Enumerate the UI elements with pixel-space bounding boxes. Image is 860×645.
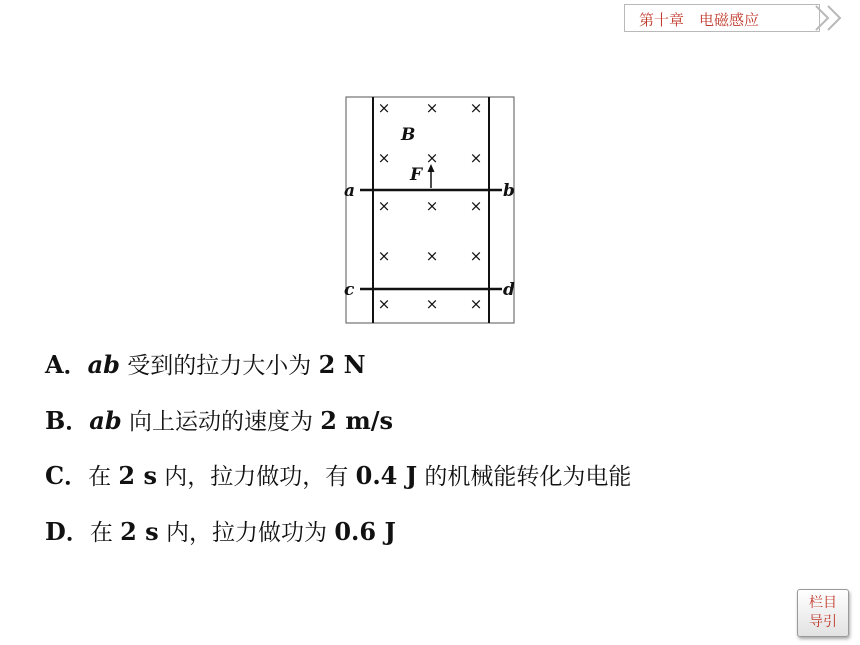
nav-label-line2: 导引 — [809, 614, 837, 630]
chapter-tag — [624, 4, 820, 32]
field-cross: × — [377, 99, 391, 117]
field-cross: × — [377, 197, 391, 215]
field-cross: × — [377, 247, 391, 265]
nav-label-line1: 栏目 — [809, 595, 837, 611]
field-cross: × — [425, 247, 439, 265]
option-text: 的机械能转化为电能 — [417, 464, 632, 490]
option-text: 在 — [88, 464, 119, 490]
chevron-right-icon — [812, 4, 856, 32]
option-text: 内，拉力做功为 — [158, 520, 335, 546]
option-subject: ab — [89, 406, 122, 435]
field-cross: × — [425, 99, 439, 117]
field-cross: × — [425, 197, 439, 215]
option-d — [45, 512, 396, 547]
force-label: F — [410, 165, 423, 185]
option-letter: A． — [45, 350, 88, 379]
option-text: 内，拉力做功，有 — [157, 464, 356, 490]
option-value: 0.6 J — [334, 517, 396, 546]
field-cross: × — [469, 247, 483, 265]
field-crosses — [378, 99, 483, 313]
field-cross: × — [469, 99, 483, 117]
field-cross: × — [377, 149, 391, 167]
option-value: 2 N — [318, 350, 366, 379]
field-cross: × — [377, 295, 391, 313]
option-b — [45, 401, 393, 436]
option-value: 0.4 J — [355, 461, 418, 490]
option-letter: D． — [45, 517, 90, 546]
option-letter: C． — [45, 461, 89, 490]
option-value: 2 s — [118, 461, 157, 490]
section-nav-button[interactable] — [797, 589, 849, 637]
option-text: 受到的拉力大小为 — [119, 353, 319, 379]
option-text: 向上运动的速度为 — [121, 409, 321, 435]
physics-diagram — [336, 92, 522, 332]
option-value: 2 s — [120, 517, 159, 546]
option-value: 2 m/s — [320, 406, 393, 435]
field-label: B — [401, 125, 416, 145]
field-cross: × — [469, 295, 483, 313]
chapter-label: 第十章 电磁感应 — [639, 11, 760, 29]
option-letter: B． — [45, 406, 90, 435]
field-cross: × — [425, 295, 439, 313]
option-subject: ab — [87, 350, 120, 379]
field-cross: × — [469, 197, 483, 215]
option-a — [45, 345, 366, 380]
field-cross: × — [469, 149, 483, 167]
option-text: 在 — [89, 520, 121, 546]
option-c — [45, 456, 631, 491]
field-cross: × — [425, 149, 439, 167]
point-b-label: b — [503, 181, 515, 201]
point-a-label: a — [344, 181, 356, 201]
point-c-label: c — [344, 280, 355, 300]
point-d-label: d — [503, 280, 515, 300]
